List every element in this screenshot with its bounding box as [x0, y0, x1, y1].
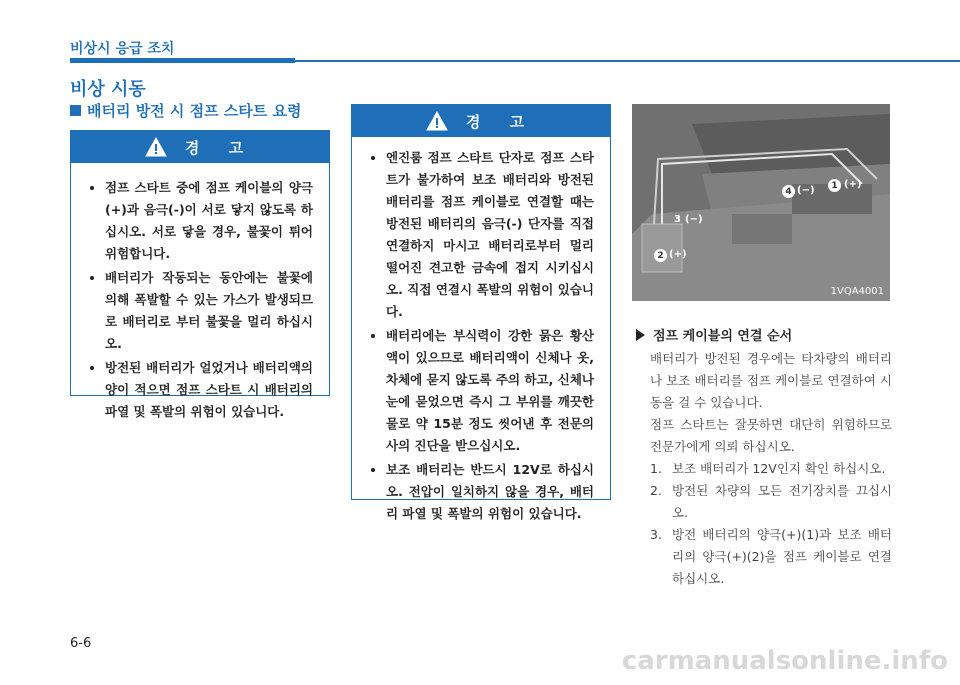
procedure-heading-text: 점프 케이블의 연결 순서: [653, 329, 793, 344]
sub-title: [70, 100, 301, 121]
step-number: 3.: [650, 527, 662, 542]
procedure-intro-2: 점프 스타트는 잘못하면 대단히 위험하므로 전문가에게 의뢰 하십시오.: [650, 417, 892, 454]
page-number: 6-6: [70, 636, 92, 651]
header-rule-thick: [70, 58, 295, 63]
header-title: 비상시 응급 조치: [70, 41, 175, 57]
callout-2-icon: 2: [654, 249, 667, 262]
callout-4-pole: (−): [797, 185, 815, 196]
jump-start-figure: [632, 104, 890, 301]
warning-header: [352, 105, 610, 137]
warning-list: [71, 163, 329, 437]
callout-3-label: 3: [674, 214, 681, 225]
list-item: • 보조 배터리는 반드시 12V로 하십시오. 전압이 일치하지 않을 경우, 배터리 파열 및 폭발의 위험이 있습니다.: [386, 459, 594, 525]
step-text: 보조 배터리가 12V인지 확인 하십시오.: [672, 461, 886, 476]
play-arrow-icon: [636, 329, 645, 341]
procedure-steps: [650, 458, 892, 590]
step-text: 방전된 차량의 모든 전기장치를 끄십시오.: [672, 483, 892, 520]
callout-2-pole: (+): [669, 249, 687, 260]
warning-heading: 경 고: [465, 112, 537, 131]
warning-box-1: [70, 130, 330, 419]
procedure-heading: [636, 325, 792, 344]
figure-label: 1VQA4001: [830, 286, 884, 297]
callout-4-icon: 4: [782, 185, 795, 198]
step-number: 2.: [650, 483, 662, 498]
warning-header: [71, 131, 329, 163]
watermark: carmanualsonline.info: [621, 646, 948, 676]
list-item: [650, 458, 892, 480]
callout-3-pole: (−): [685, 214, 703, 225]
engine-bay-illustration: [632, 104, 890, 301]
callout-1-icon: 1: [828, 179, 841, 192]
warning-heading: 경 고: [184, 138, 256, 157]
section-title: 비상 시동: [70, 79, 146, 100]
warning-triangle-icon: [426, 111, 448, 131]
list-item: [650, 524, 892, 590]
header-rule-thin: [295, 60, 960, 62]
list-item: • 방전된 배터리가 얼었거나 배터리액의 양이 적으면 점프 스타트 시 배터리의 파열 및 폭발의 위험이 있습니다.: [105, 357, 313, 423]
warning-triangle-icon: [145, 137, 167, 157]
step-text: 방전 배터리의 양극(+)(1)과 보조 배터리의 양극(+)(2)을 점프 케이블로 연결 하십시오.: [672, 527, 892, 586]
warning-box-2: [351, 104, 611, 521]
warning-list: [352, 137, 610, 539]
procedure-body: [650, 348, 892, 590]
procedure-intro-1: 배터리가 방전된 경우에는 타차량의 배터리나 보조 배터리를 점프 케이블로 연결하여 시동을 걸 수 있습니다.: [650, 351, 892, 410]
callout-1-pole: (+): [844, 179, 862, 190]
square-bullet-icon: [70, 105, 81, 116]
list-item: • 배터리에는 부식력이 강한 묽은 황산액이 있으므로 배터리액이 신체나 옷, 차체에 묻지 않도록 주의 하고, 신체나 눈에 묻었으면 즉시 그 부위를 깨끗한 물로 약 15분 정도 씻어낸 후 전문의사의 진단을 받으십시오.: [386, 325, 594, 457]
list-item: • 엔진룸 점프 스타트 단자로 점프 스타트가 불가하여 보조 배터리와 방전된 배터리를 점프 케이블로 연결할 때는 방전된 배터리의 음극(-) 단자를 직접 연결하지 마시고 배터리로부터 멀리 떨어진 견고한 금속에 접지 시키십시오. 직접 연결시 폭발의 위험이 있습니다.: [386, 147, 594, 323]
list-item: [650, 480, 892, 524]
step-number: 1.: [650, 461, 662, 476]
list-item: • 배터리가 작동되는 동안에는 불꽃에 의해 폭발할 수 있는 가스가 발생되므로 배터리로 부터 불꽃을 멀리 하십시오.: [105, 267, 313, 355]
list-item: • 점프 스타트 중에 점프 케이블의 양극(+)과 음극(-)이 서로 닿지 않도록 하십시오. 서로 닿을 경우, 불꽃이 튀어 위험합니다.: [105, 177, 313, 265]
sub-title-text: 배터리 방전 시 점프 스타트 요령: [87, 102, 302, 120]
